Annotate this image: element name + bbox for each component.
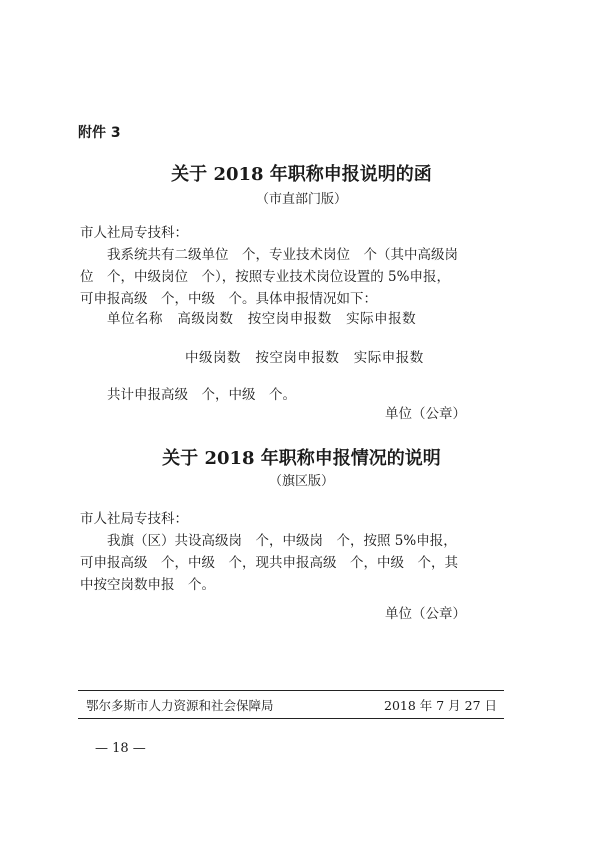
footer-date: 2018 年 7 月 27 日 [384,698,498,713]
section2-seal: 单位（公章） [385,606,466,622]
table-header-row-2 [185,346,424,366]
actual-count-header-2: 实际申报数 [353,350,424,366]
section2-title: 关于 2018 年职称申报情况的说明 [162,448,441,469]
section2-body-line-2: 可申报高级 个，中级 个，现共申报高级 个，中级 个，其 [80,555,458,571]
section1-addressee: 市人社局专技科： [80,225,188,241]
vacancy-count-header: 按空岗申报数 [247,311,332,327]
section2-addressee: 市人社局专技科： [80,511,188,527]
attachment-label: 附件 3 [78,125,121,141]
section1-body-line-1: 我系统共有二级单位 个，专业技术岗位 个（其中高级岗 [107,247,458,263]
section1-total-line: 共计申报高级 个，中级 个。 [107,387,296,403]
section1-seal: 单位（公章） [385,406,466,422]
vacancy-count-header-2: 按空岗申报数 [255,350,340,366]
section1-title: 关于 2018 年职称申报说明的函 [171,164,432,185]
section1-subtitle: （市直部门版） [255,192,347,207]
unit-name-header: 单位名称 [107,311,163,327]
mid-posts-header: 中级岗数 [185,350,241,366]
footer-top-rule [78,690,504,691]
table-header-row-1 [107,307,416,327]
section1-body-line-2: 位 个，中级岗位 个），按照专业技术岗位设置的 5%申报， [80,269,450,285]
footer-issuer: 鄂尔多斯市人力资源和社会保障局 [86,698,274,713]
section2-body-line-1: 我旗（区）共设高级岗 个，中级岗 个，按照 5%申报， [107,533,457,549]
actual-count-header: 实际申报数 [346,311,417,327]
section1-body-line-3: 可申报高级 个，中级 个。具体申报情况如下： [80,291,377,307]
footer-bottom-rule [78,718,504,719]
page-number: — 18 — [95,741,146,756]
section2-body-line-3: 中按空岗数申报 个。 [80,577,215,593]
section2-subtitle: （旗区版） [268,474,334,489]
senior-posts-header: 高级岗数 [177,311,234,327]
